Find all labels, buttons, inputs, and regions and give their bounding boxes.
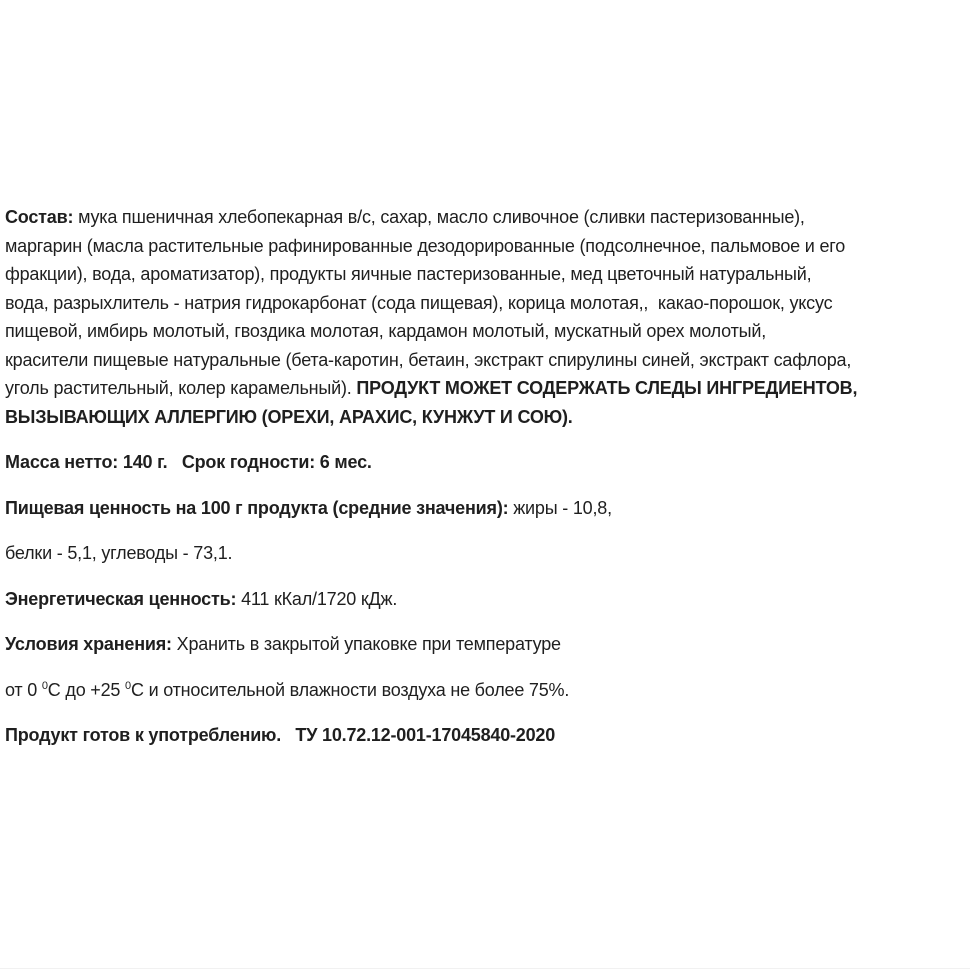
storage-conditions-line-1 [5, 630, 970, 659]
text-segment: пищевой, имбирь молотый, гвоздика молотая, кардамон молотый, мускатный орех молотый, [5, 321, 767, 341]
text-segment: Пищевая ценность на 100 г продукта (средние значения): [5, 497, 509, 518]
ready-to-use-and-tu-number-line-1 [5, 721, 970, 750]
text-segment: маргарин (масла растительные рафинированные дезодорированные (подсолнечное, пальмовое и его [5, 235, 846, 256]
text-segment: С до +25 [47, 679, 126, 700]
text-segment: С и относительной влажности воздуха не более 75%. [130, 679, 570, 700]
text-segment: жиры - 10,8, [508, 497, 612, 518]
ready-to-use-and-tu-number [5, 721, 970, 750]
ingredients-line-5 [5, 317, 970, 346]
text-segment: от 0 [5, 679, 42, 700]
energy-value-line-1 [5, 585, 970, 614]
label-document [5, 203, 970, 750]
text-segment: Продукт готов к употреблению. ТУ 10.72.12-001-17045840-2020 [5, 725, 556, 745]
bottom-edge-rule [0, 968, 970, 969]
net-weight-shelf-life-line-1 [5, 448, 970, 477]
ingredients-line-6 [5, 346, 970, 375]
ingredients-line-2 [5, 232, 970, 261]
text-segment: белки - 5,1, углеводы - 73,1. [5, 543, 233, 563]
text-segment: 411 кКал/1720 кДж. [236, 588, 398, 609]
storage-conditions [5, 630, 970, 659]
ingredients-line-8 [5, 403, 970, 432]
nutrition-per-100g [5, 494, 970, 523]
ingredients-line-4 [5, 289, 970, 318]
text-segment: 0 [125, 679, 131, 692]
text-segment: красители пищевые натуральные (бета-каротин, бетаин, экстракт спирулины синей, экстракт сафлора, [5, 349, 852, 370]
storage-conditions-continued [5, 676, 970, 705]
ingredients [5, 203, 970, 431]
text-segment: Состав: [5, 207, 74, 227]
nutrition-per-100g-continued-line-1 [5, 539, 970, 568]
storage-conditions-continued-line-1 [5, 676, 970, 705]
net-weight-shelf-life [5, 448, 970, 477]
energy-value [5, 585, 970, 614]
text-segment: ПРОДУКТ МОЖЕТ СОДЕРЖАТЬ СЛЕДЫ ИНГРЕДИЕНТОВ, [356, 378, 858, 398]
nutrition-per-100g-continued [5, 539, 970, 568]
text-segment: ВЫЗЫВАЮЩИХ АЛЛЕРГИЮ (ОРЕХИ, АРАХИС, КУНЖУТ И СОЮ). [5, 406, 573, 427]
text-segment: уголь растительный, колер карамельный). [5, 378, 357, 398]
text-segment: вода, разрыхлитель - натрия гидрокарбонат (сода пищевая), корица молотая,, какао-порошок, уксус [5, 292, 833, 313]
ingredients-line-1 [5, 203, 970, 232]
text-segment: фракции), вода, ароматизатор), продукты яичные пастеризованные, мед цветочный натуральный, [5, 264, 812, 284]
ingredients-line-3 [5, 260, 970, 289]
ingredients-line-7 [5, 374, 970, 403]
text-segment: 0 [41, 679, 48, 692]
text-segment: Условия хранения: [5, 634, 172, 654]
text-segment: мука пшеничная хлебопекарная в/с, сахар, масло сливочное (сливки пастеризованные), [73, 207, 805, 227]
text-segment: Хранить в закрытой упаковке при температуре [171, 634, 561, 654]
text-segment: Энергетическая ценность: [5, 588, 237, 609]
text-segment: Масса нетто: 140 г. Срок годности: 6 мес. [5, 452, 372, 472]
nutrition-per-100g-line-1 [5, 494, 970, 523]
